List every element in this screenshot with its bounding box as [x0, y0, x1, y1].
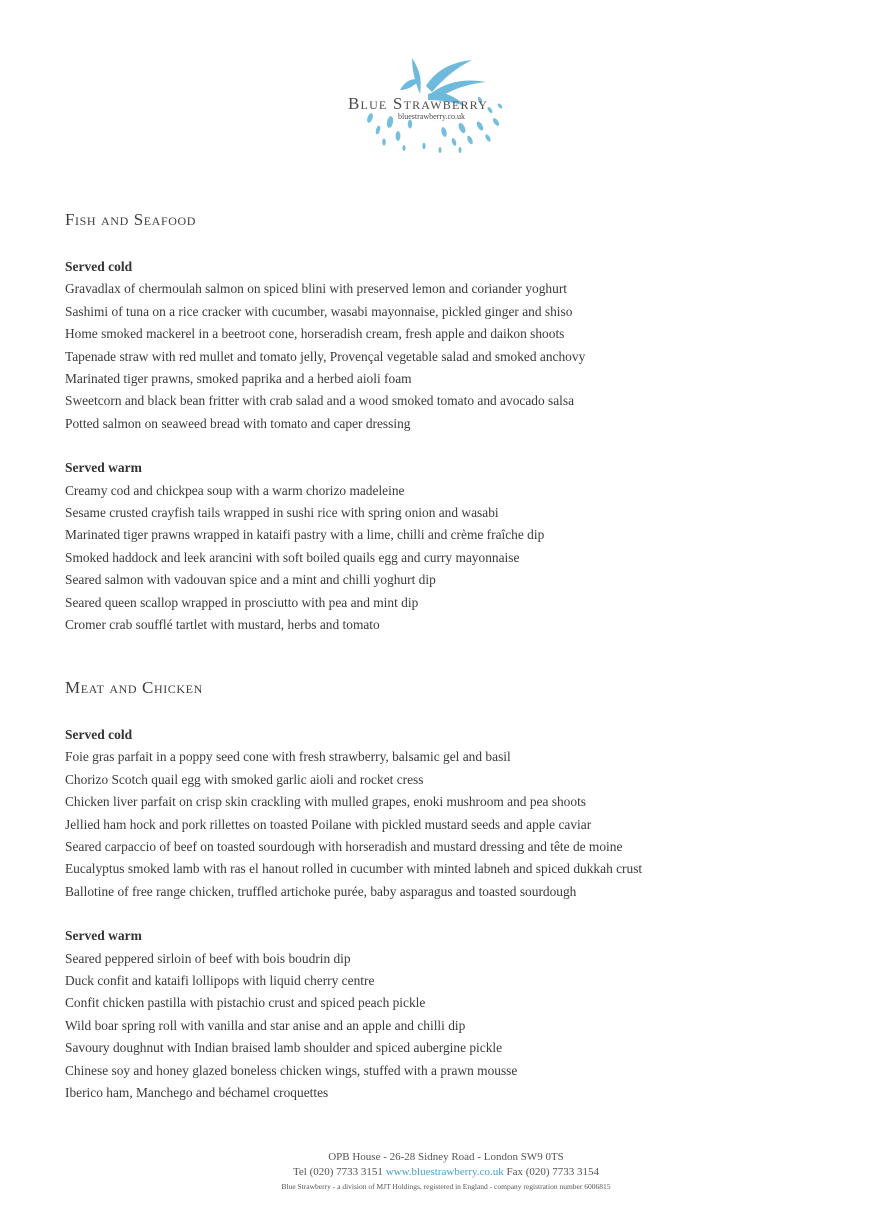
group-title: Served cold [65, 727, 133, 742]
menu-item: Jellied ham hock and pork rillettes on toasted Poilane with pickled mustard seeds and apple caviar [65, 816, 592, 832]
menu-item: Smoked haddock and leek arancini with soft boiled quails egg and curry mayonnaise [65, 549, 520, 565]
menu-list [65, 278, 825, 435]
menu-item: Eucalyptus smoked lamb with ras el hanout rolled in cucumber with minted labneh and spiced dukkah crust [65, 861, 643, 877]
menu-item: Cromer crab soufflé tartlet with mustard, herbs and tomato [65, 617, 380, 633]
group-served-cold [65, 256, 825, 435]
brand-logo [340, 50, 540, 160]
menu-list [65, 480, 825, 637]
group-served-cold [65, 724, 825, 903]
group-title: Served warm [65, 460, 142, 476]
menu-item: Tapenade straw with red mullet and tomato jelly, Provençal vegetable salad and smoked anchovy [65, 348, 586, 364]
menu-list [65, 746, 825, 903]
page-footer [0, 1150, 870, 1194]
menu-item: Wild boar spring roll with vanilla and star anise and an apple and chilli dip [65, 1017, 466, 1033]
menu-item: Ballotine of free range chicken, truffled artichoke purée, baby asparagus and toasted sourdough [65, 883, 577, 899]
footer-fax: Fax (020) 7733 3154 [506, 1166, 600, 1178]
section-title: Meat and Chicken [65, 678, 203, 697]
menu-item: Savoury doughnut with Indian braised lamb shoulder and spiced aubergine pickle [65, 1040, 503, 1056]
menu-item: Marinated tiger prawns, smoked paprika and a herbed aioli foam [65, 371, 412, 387]
group-served-warm [65, 457, 825, 636]
menu-item: Iberico ham, Manchego and béchamel croquettes [65, 1085, 329, 1101]
section-title: Fish and Seafood [65, 210, 197, 229]
footer-legal: Blue Strawberry - a division of MJT Holdings, registered in England - company registration number 6006815 [281, 1182, 611, 1191]
menu-item: Foie gras parfait in a poppy seed cone with fresh strawberry, balsamic gel and basil [65, 749, 511, 765]
menu-item: Confit chicken pastilla with pistachio crust and spiced peach pickle [65, 995, 426, 1011]
menu-item: Chicken liver parfait on crisp skin crackling with mulled grapes, enoki mushroom and pea shoots [65, 794, 586, 810]
menu-item: Seared carpaccio of beef on toasted sourdough with horseradish and mustard dressing and tête de moine [65, 839, 623, 855]
footer-contact [22, 1165, 870, 1180]
menu-item: Sesame crusted crayfish tails wrapped in sushi rice with spring onion and wasabi [65, 505, 499, 521]
menu-item: Creamy cod and chickpea soup with a warm chorizo madeleine [65, 482, 405, 498]
footer-tel: Tel (020) 7733 3151 [292, 1166, 383, 1178]
menu-item: Seared queen scallop wrapped in prosciutto with pea and mint dip [65, 594, 419, 610]
menu-item: Gravadlax of chermoulah salmon on spiced blini with preserved lemon and coriander yoghurt [65, 281, 567, 297]
menu-list [65, 948, 825, 1105]
menu-item: Duck confit and kataifi lollipops with liquid cherry centre [65, 973, 375, 989]
menu-item: Marinated tiger prawns wrapped in kataifi pastry with a lime, chilli and crème fraîche dip [65, 527, 545, 543]
menu-item: Chorizo Scotch quail egg with smoked garlic aioli and rocket cress [65, 771, 424, 787]
menu-item: Sweetcorn and black bean fritter with crab salad and a wood smoked tomato and avocado salsa [65, 393, 575, 409]
menu-item: Chinese soy and honey glazed boneless chicken wings, stuffed with a prawn mousse [65, 1062, 518, 1078]
menu-item: Potted salmon on seaweed bread with tomato and caper dressing [65, 415, 411, 431]
footer-website-link[interactable]: www.bluestrawberry.co.uk [385, 1166, 504, 1178]
menu-item: Seared salmon with vadouvan spice and a mint and chilli yoghurt dip [65, 572, 436, 588]
section-fish-and-seafood [65, 210, 825, 637]
footer-address: OPB House - 26-28 Sidney Road - London SW9 0TS [328, 1151, 564, 1163]
group-served-warm [65, 925, 825, 1104]
menu-item: Sashimi of tuna on a rice cracker with cucumber, wasabi mayonnaise, pickled ginger and shiso [65, 303, 573, 319]
group-title: Served warm [65, 928, 142, 944]
menu-item: Seared peppered sirloin of beef with bois boudrin dip [65, 950, 351, 966]
brand-url: bluestrawberry.co.uk [398, 112, 466, 121]
section-meat-and-chicken [65, 678, 825, 1105]
group-title: Served cold [65, 259, 133, 274]
brand-name: Blue Strawberry [348, 94, 489, 113]
menu-item: Home smoked mackerel in a beetroot cone, horseradish cream, fresh apple and daikon shoots [65, 326, 565, 342]
